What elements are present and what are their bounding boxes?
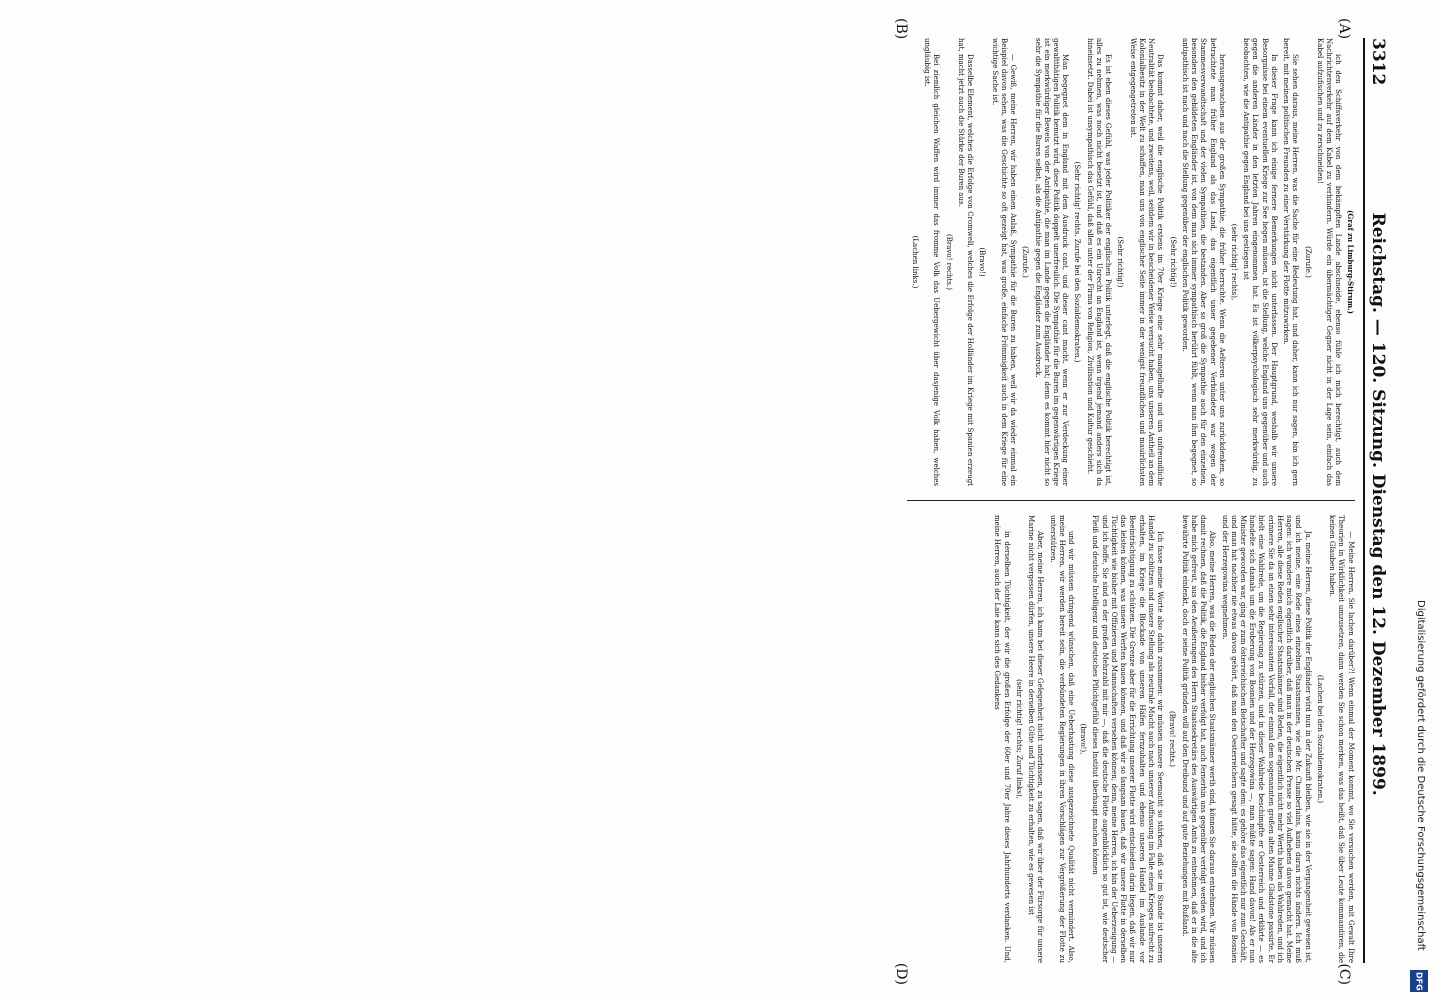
interjection: (sehr richtig! rechts), xyxy=(1229,223,1238,301)
paragraph: Also, meine Herren, was die Reden der englischen Staatsmänner werth sind, können Sie daraus entnehmen. Wir müssen damit rechnen, daß die Politik, die England bisher verfolgt hat, auch fernerhin uns gegenüber verfolgt werden wird, und ich habe mich gefreut, aus den Aeußerungen des Herrn Staatssekretärs des Auswärtigen Amts zu entnehmen, daß er in die alte bewährte Politik einlenkt, doch er seine Politik gründen will auf den Dreibund und auf gute Beziehungen mit Rußland. xyxy=(1180,515,1217,963)
paragraph: Sie sehen daraus, meine Herren, was die Sache für eine Bedeutung hat, und daher, kann ich nur sagen, bin ich gern bereit, mit meinen politischen Freunden zu einer Verstärkung der Flotte mitzuwirken. xyxy=(1282,38,1300,486)
page-number: 3312 xyxy=(1368,38,1388,86)
interjection: (Sehr richtig! rechts. Zurufe bei den Sozialdemokraten.) xyxy=(1073,161,1082,363)
paragraph: — Meine Herren, Sie lachen darüber?! Wenn einmal der Moment kommt, wo Sie versuchen werden, mit Gewalt Ihre Theorien in Wirklichkeit umzusetzen, dann werden Sie schon merken, was das heißt, daß Sie über Leute kommandiren, die keinen Glauben haben. xyxy=(1328,515,1355,963)
text-columns xyxy=(892,18,1355,985)
speaker-line: (Graf zu Limburg-Stirum.) xyxy=(1345,210,1355,314)
interjection: (sehr richtig! rechts; Zuruf links), xyxy=(1014,679,1023,799)
paragraph: ich den Schiffsverkehr von dem bekämpften Lande abschneide, ebenso fühle ich mich berechtigt, auch dem Nachrichtenverkehr auf dem Kabel zu verhindern. Würde ein übermächtiger Gegner nicht in der Lage sein, einfach das Kabel aufzufischen und zu zerschneiden! xyxy=(1315,38,1343,486)
paragraph: — Gewiß, meine Herren, wir haben einen Anlaß, Sympathie für die Buren zu haben, weil wir da wieder einmal ein Beispiel davon sehen, was die Geschichte so oft gezeigt hat, was große, einfache Frömmigkeit auch in dem Kriege für eine wichtige Sache ist. xyxy=(990,38,1018,486)
paragraph: herausgewachsen aus der großen Sympathie, die früher herrschte. Wenn die Aelteren unter uns zurückdenken, so betrachtete man früher England als das Land, das eigentlich unser gegebener Verbündeter war wegen der Stammesverwandtschaft und der vielen Sympathien, die bestanden. Aber so groß die Sympathie auch für den einzelnen, besonders den gebildeten Engländer ist, von dem man sich immer sympathisch berührt fühlt, wenn man ihm begegnet, so antipathisch ist nach und nach die Stellung gegenüber der englischen Politik geworden. xyxy=(1180,38,1226,486)
paragraph: Ja, meine Herren, diese Politik der Engländer wird nun in der Zukunft bleiben, wie sie in der Vergangenheit gewesen ist, und ich meine, eine Rede eines einzelnen Staatsmannes, wie die Mr. Chamberlains, kann daran nichts ändern. Ich muß sagen: ich wundere mich eigentlich darüber, daß man in der deutschen Presse so viel Aufhebens davon gemacht hat. Meine Herren, alle diese Reden englischer Staatsmänner sind Reden, die eigentlich nicht mehr Werth haben als Wahlreden, und ich erinnere Sie da an einen sehr interessanten Vorfall, der einmal dem sogenannten großen alten Manne Gladstone passirte. Er hielt eine Wahlrede, um die Regierung zu stürzen, und in dieser Wahlrede beschimpfte er Oesterreich und erklärte — es handelte sich damals um die Eroberung von Bosnien und der Herzegowina —, man müßte sagen: Hand davon! Als er nun Minister geworden war, ging er zum österreichischen Botschafter und sagte dem: es gehöre das eigentlich nur zum Geschäft, und man hat nachher nie etwas davon gehört, daß man den Oesterreichern gesagt hätte, sie sollten die Hände von Bosnien und der Herzegowina wegnehmen. xyxy=(1220,515,1312,963)
paragraph: Aber, meine Herren, ich kann bei dieser Gelegenheit nicht unterlassen, zu sagen, daß wir über der Fürsorge für unsere Marine nicht vergessen dürfen, unsere Heere in derselben Güte und Tüchtigkeit zu erhalten, wie es gewesen ist xyxy=(1027,515,1045,963)
footer-strip xyxy=(1404,0,1434,1000)
interjection: (Lachen links.) xyxy=(910,235,919,289)
paragraph: In dieser Frage kann ich einige fernere Bemerkungen nicht unterlassen. Der Hauptgrund, weshalb wir unsere Besorgnisse bei einem eventuellen Kriege zur See hegen müssen, ist die Stellung, welche England uns gegenüber und auch gegen die anderen Länder in den letzten Jahren eingenommen hat. Es ist völkerpsychologisch sehr merkwürdig, zu beobachten, wie die Antipathie gegen England bei uns gestiegen ist xyxy=(1242,38,1278,486)
interjection: (Zurufe.) xyxy=(1021,246,1030,278)
paragraph: Ich fasse meine Worte also dahin zusammen: wir müssen unsere Seemacht so stärken, daß sie im Stande ist unseren Handel zu schützen und unsere Stellung als neutrale Macht auch nach unserer Auffassung im Falle eines Krieges aufrecht zu erhalten, im Kriege die Blockade von unseren Häfen fernzuhalten und ebenso unseren Handel im Auslande vor Beeinträchtigung zu schützen. Die Grenze aber für die Errichtung unserer Flotte wird entschieden darin liegen, daß wir nur das leisten können, was unsere Werften bauen können, und daß wir so langsam bauen, daß wir unsere Flotte in derselben Tüchtigkeit wie bisher mit Offizieren und Mannschaften versehen können; denn, meine Herren, ich bin der Ueberzeugung — und ich hoffe, Sie sind es der großen Mehrzahl mit mir —, daß die deutsche Flotte augenblicklich so gut ist, wie deutscher Fleiß und deutsche Intelligenz und deutsches Pflichtgefühl dieses Institut überhaupt machen können xyxy=(1091,515,1165,963)
paragraph: und wir müssen dringend wünschen, daß eine Ueberhastung diese ausgezeichnete Qualität nicht vermindert. Also, meine Herren, wir werden bereit sein, die verbündeten Regierungen in ihren Vorschlägen zur Vergrößerung der Flotte zu unterstützen. xyxy=(1048,515,1075,963)
margin-mark-b: (B) xyxy=(892,18,909,40)
right-column xyxy=(892,515,1355,985)
margin-mark-c: (C) xyxy=(1335,963,1352,985)
paragraph: Dasselbe Element, welches die Erfolge von Cromwell, welches die Erfolge der Holländer im Kriege mit Spanien erzeugt hat, macht jetzt auch die Stärke der Buren aus. xyxy=(956,38,975,486)
left-column xyxy=(892,18,1355,486)
paragraph: in derselben Tüchtigkeit, der wir die großen Erfolge der 60er und 70er Jahre dieses Jahrhunderts verdanken. Und, meine Herren, auch der Laie kann sich des Gedankens xyxy=(993,515,1011,963)
paragraph: Man begegnet dem in England mit dem Ausdruck cant, und dieser cant macht, wenn er zur Verdeckung einer gewaltthätigen Politik benutzt wird, diese Politik doppelt unerfreulich. Die Sympathie für die Buren im gegenwärtigen Kriege ist ein merkwürdiger Beweis von der Antipathie, die man im Lande gegen die Engländer hat; denn es kommt hier nicht so sehr die Sympathie für die Buren selbst, als die Antipathie gegen die Engländer zum Ausdruck. xyxy=(1033,38,1070,486)
interjection: (Sehr richtig!) xyxy=(1168,236,1177,288)
page-header xyxy=(1363,38,1389,963)
page-title: Reichstag. — 120. Sitzung. Dienstag den 12. Dezember 1899. xyxy=(1368,212,1388,796)
margin-mark-d: (D) xyxy=(892,962,909,985)
interjection: (Sehr richtig!) xyxy=(1116,236,1125,288)
paragraph: Das kommt daher, weil die englische Politik erstens im 70er Kriege eine sehr mangelhafte und uns unfreundliche Neutralität beobachtete, und zweitens, weil, seitdem wir in bescheidener Weise versucht haben, uns unseren Antheil an dem Kolonialbesitz in der Welt zu schaffen, man uns von englischer Seite immer in der wenigst freundlichen und mauirlichsten Weise entgegengetreten ist. xyxy=(1128,38,1165,486)
interjection: (Bravo! rechts.) xyxy=(944,234,953,290)
interjection: (Bravo!) xyxy=(978,247,987,277)
document-page xyxy=(65,18,1395,985)
digitization-credit: Digitalisierung gefördert durch die Deutsche Forschungsgemeinschaft xyxy=(1415,600,1426,951)
column-divider xyxy=(907,500,1355,501)
margin-mark-a: (A) xyxy=(1335,18,1352,40)
interjection: (Lachen bei den Sozialdemokraten.) xyxy=(1315,674,1324,804)
interjection: (Bravo! rechts.) xyxy=(1168,711,1177,767)
paragraph: Bei ziemlich gleichen Waffen wird immer das fromme Volk das Uebergewicht über dasjenige Volk haben, welches ungläubig ist. xyxy=(923,38,941,486)
dfg-logo-icon: DFG xyxy=(1410,970,1428,992)
interjection: (Zurufe.) xyxy=(1303,246,1312,278)
paragraph: Es ist eben dieses Gefühl, was jeder Politiker der englischen Politik unterlegt, daß die englische Politik berechtigt ist, alles zu nehmen, was noch nicht besetzt ist, und daß es ein Unrecht an England ist, wenn irgend jemand anders sich da hineinsetzt. Dabei ist unsympathisch das Gefühl, daß alles unter der Firma von Religion, Zivilisation und Kultur geschieht. xyxy=(1085,38,1113,486)
interjection: (bravo!), xyxy=(1079,723,1088,755)
